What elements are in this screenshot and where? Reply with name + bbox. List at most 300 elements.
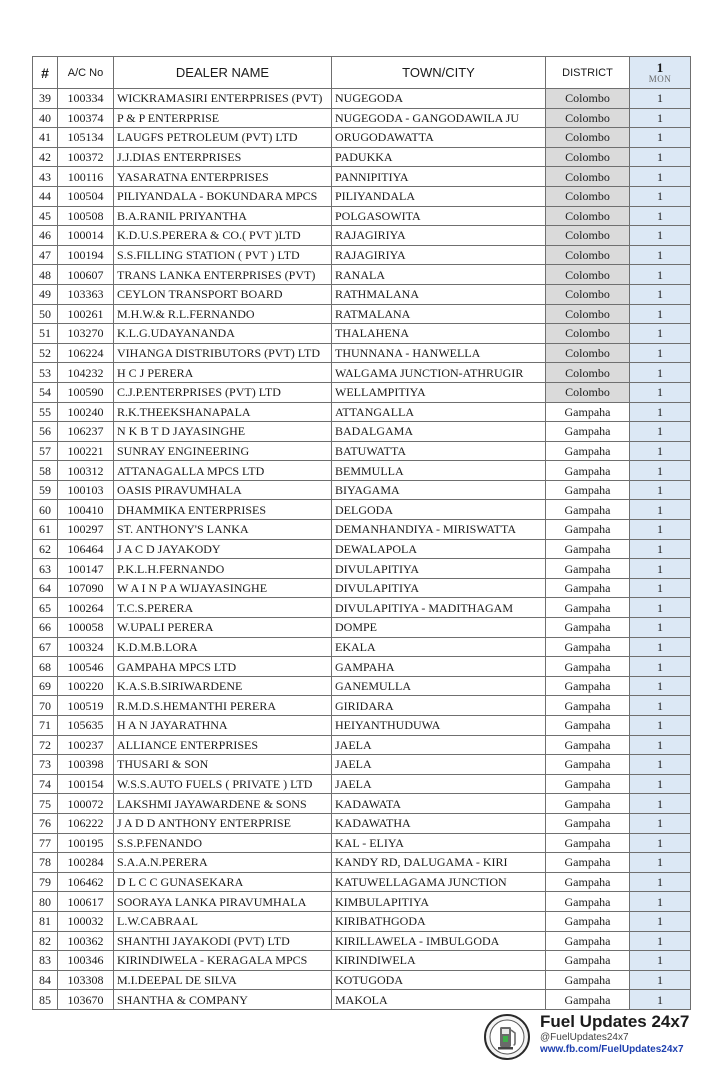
row-number: 71 (33, 716, 58, 736)
header-number: # (33, 57, 58, 89)
day-value: 1 (630, 598, 691, 618)
account-number: 100398 (58, 755, 114, 775)
district: Colombo (546, 128, 630, 148)
table-row (33, 676, 691, 696)
account-number: 100221 (58, 441, 114, 461)
table-row (33, 578, 691, 598)
row-number: 66 (33, 618, 58, 638)
town-city: KOTUGODA (332, 970, 546, 990)
district: Colombo (546, 206, 630, 226)
row-number: 74 (33, 774, 58, 794)
row-number: 47 (33, 245, 58, 265)
day-value: 1 (630, 226, 691, 246)
row-number: 65 (33, 598, 58, 618)
district: Colombo (546, 304, 630, 324)
district: Gampaha (546, 794, 630, 814)
row-number: 69 (33, 676, 58, 696)
day-value: 1 (630, 618, 691, 638)
dealer-name: K.L.G.UDAYANANDA (114, 324, 332, 344)
district: Colombo (546, 245, 630, 265)
dealer-name: THUSARI & SON (114, 755, 332, 775)
table-row (33, 108, 691, 128)
table-row (33, 402, 691, 422)
brand-title: Fuel Updates 24x7 (540, 1012, 690, 1031)
account-number: 104232 (58, 363, 114, 383)
table-row (33, 441, 691, 461)
town-city: HEIYANTHUDUWA (332, 716, 546, 736)
dealer-name: W.S.S.AUTO FUELS ( PRIVATE ) LTD (114, 774, 332, 794)
day-value: 1 (630, 990, 691, 1010)
table-row (33, 520, 691, 540)
row-number: 73 (33, 755, 58, 775)
day-value: 1 (630, 89, 691, 109)
day-value: 1 (630, 265, 691, 285)
row-number: 55 (33, 402, 58, 422)
table-row (33, 265, 691, 285)
day-value: 1 (630, 735, 691, 755)
account-number: 100195 (58, 833, 114, 853)
row-number: 46 (33, 226, 58, 246)
town-city: JAELA (332, 755, 546, 775)
district: Gampaha (546, 990, 630, 1010)
table-row (33, 539, 691, 559)
header-town-city: TOWN/CITY (332, 57, 546, 89)
district: Colombo (546, 226, 630, 246)
account-number: 103363 (58, 284, 114, 304)
row-number: 79 (33, 872, 58, 892)
dealer-name: S.S.P.FENANDO (114, 833, 332, 853)
row-number: 42 (33, 147, 58, 167)
district: Colombo (546, 186, 630, 206)
district: Colombo (546, 324, 630, 344)
town-city: DIVULAPITIYA - MADITHAGAM (332, 598, 546, 618)
dealer-name: H C J PERERA (114, 363, 332, 383)
table-row (33, 931, 691, 951)
town-city: BEMMULLA (332, 461, 546, 481)
town-city: ORUGODAWATTA (332, 128, 546, 148)
table-row (33, 951, 691, 971)
header-account-number: A/C No (58, 57, 114, 89)
row-number: 44 (33, 186, 58, 206)
account-number: 106237 (58, 422, 114, 442)
table-row (33, 324, 691, 344)
account-number: 100220 (58, 676, 114, 696)
district: Colombo (546, 167, 630, 187)
district: Gampaha (546, 402, 630, 422)
table-row (33, 813, 691, 833)
account-number: 100504 (58, 186, 114, 206)
dealer-name: P & P ENTERPRISE (114, 108, 332, 128)
row-number: 56 (33, 422, 58, 442)
account-number: 100194 (58, 245, 114, 265)
row-number: 84 (33, 970, 58, 990)
dealer-name: W.UPALI PERERA (114, 618, 332, 638)
town-city: WELLAMPITIYA (332, 382, 546, 402)
day-value: 1 (630, 755, 691, 775)
town-city: MAKOLA (332, 990, 546, 1010)
district: Colombo (546, 382, 630, 402)
district: Gampaha (546, 774, 630, 794)
day-value: 1 (630, 500, 691, 520)
day-value: 1 (630, 343, 691, 363)
town-city: RATMALANA (332, 304, 546, 324)
town-city: RATHMALANA (332, 284, 546, 304)
town-city: JAELA (332, 774, 546, 794)
table-row (33, 657, 691, 677)
table-header (33, 57, 691, 89)
account-number: 100240 (58, 402, 114, 422)
account-number: 106224 (58, 343, 114, 363)
day-value: 1 (630, 167, 691, 187)
dealer-name: GAMPAHA MPCS LTD (114, 657, 332, 677)
table-row (33, 167, 691, 187)
district: Gampaha (546, 598, 630, 618)
day-value: 1 (630, 637, 691, 657)
account-number: 100264 (58, 598, 114, 618)
day-value: 1 (630, 363, 691, 383)
dealer-name: YASARATNA ENTERPRISES (114, 167, 332, 187)
table-row (33, 363, 691, 383)
dealer-name: CEYLON TRANSPORT BOARD (114, 284, 332, 304)
row-number: 77 (33, 833, 58, 853)
district: Gampaha (546, 716, 630, 736)
district: Gampaha (546, 696, 630, 716)
town-city: PANNIPITIYA (332, 167, 546, 187)
day-value: 1 (630, 520, 691, 540)
table-row (33, 696, 691, 716)
dealer-name: ST. ANTHONY'S LANKA (114, 520, 332, 540)
account-number: 106222 (58, 813, 114, 833)
brand-facebook-link[interactable]: www.fb.com/FuelUpdates24x7 (540, 1044, 684, 1055)
brand-handle: @FuelUpdates24x7 (540, 1032, 629, 1043)
dealer-name: ALLIANCE ENTERPRISES (114, 735, 332, 755)
district: Gampaha (546, 539, 630, 559)
town-city: KIMBULAPITIYA (332, 892, 546, 912)
day-value: 1 (630, 833, 691, 853)
account-number: 100546 (58, 657, 114, 677)
account-number: 103270 (58, 324, 114, 344)
dealer-name: ATTANAGALLA MPCS LTD (114, 461, 332, 481)
table-body (33, 89, 691, 1010)
dealer-name: P.K.L.H.FERNANDO (114, 559, 332, 579)
dealer-name: M.H.W.& R.L.FERNANDO (114, 304, 332, 324)
district: Gampaha (546, 480, 630, 500)
row-number: 60 (33, 500, 58, 520)
row-number: 58 (33, 461, 58, 481)
dealer-name: TRANS LANKA ENTERPRISES (PVT) (114, 265, 332, 285)
district: Gampaha (546, 931, 630, 951)
day-value: 1 (630, 813, 691, 833)
row-number: 48 (33, 265, 58, 285)
day-value: 1 (630, 382, 691, 402)
table-row (33, 186, 691, 206)
district: Gampaha (546, 735, 630, 755)
dealer-name: D L C C GUNASEKARA (114, 872, 332, 892)
district: Gampaha (546, 951, 630, 971)
table-row (33, 382, 691, 402)
day-value: 1 (630, 911, 691, 931)
header-day-number: 1 (656, 59, 664, 75)
district: Gampaha (546, 578, 630, 598)
day-value: 1 (630, 402, 691, 422)
account-number: 107090 (58, 578, 114, 598)
table-row (33, 480, 691, 500)
dealer-name: LAKSHMI JAYAWARDENE & SONS (114, 794, 332, 814)
town-city: BIYAGAMA (332, 480, 546, 500)
day-value: 1 (630, 853, 691, 873)
account-number: 100508 (58, 206, 114, 226)
row-number: 45 (33, 206, 58, 226)
day-value: 1 (630, 657, 691, 677)
table-row (33, 794, 691, 814)
table-row (33, 598, 691, 618)
town-city: DEWALAPOLA (332, 539, 546, 559)
dealer-name: N K B T D JAYASINGHE (114, 422, 332, 442)
row-number: 82 (33, 931, 58, 951)
district: Gampaha (546, 813, 630, 833)
row-number: 78 (33, 853, 58, 873)
district: Colombo (546, 108, 630, 128)
row-number: 85 (33, 990, 58, 1010)
day-value: 1 (630, 304, 691, 324)
account-number: 100362 (58, 931, 114, 951)
table-row (33, 892, 691, 912)
town-city: DOMPE (332, 618, 546, 638)
dealer-name: K.D.M.B.LORA (114, 637, 332, 657)
district: Gampaha (546, 637, 630, 657)
account-number: 100058 (58, 618, 114, 638)
district: Colombo (546, 284, 630, 304)
town-city: POLGASOWITA (332, 206, 546, 226)
day-value: 1 (630, 539, 691, 559)
account-number: 100154 (58, 774, 114, 794)
day-value: 1 (630, 970, 691, 990)
town-city: RAJAGIRIYA (332, 226, 546, 246)
town-city: JAELA (332, 735, 546, 755)
table-row (33, 774, 691, 794)
town-city: GIRIDARA (332, 696, 546, 716)
account-number: 100410 (58, 500, 114, 520)
row-number: 75 (33, 794, 58, 814)
row-number: 72 (33, 735, 58, 755)
district: Colombo (546, 343, 630, 363)
account-number: 100032 (58, 911, 114, 931)
day-value: 1 (630, 794, 691, 814)
table-row (33, 755, 691, 775)
table-row (33, 422, 691, 442)
account-number: 100519 (58, 696, 114, 716)
dealer-name: SUNRAY ENGINEERING (114, 441, 332, 461)
day-value: 1 (630, 422, 691, 442)
table-row (33, 89, 691, 109)
town-city: PADUKKA (332, 147, 546, 167)
table-row (33, 500, 691, 520)
table-row (33, 284, 691, 304)
row-number: 52 (33, 343, 58, 363)
town-city: NUGEGODA - GANGODAWILA JU (332, 108, 546, 128)
district: Gampaha (546, 853, 630, 873)
account-number: 100374 (58, 108, 114, 128)
dealer-name: R.M.D.S.HEMANTHI PERERA (114, 696, 332, 716)
district: Gampaha (546, 970, 630, 990)
day-value: 1 (630, 147, 691, 167)
town-city: THALAHENA (332, 324, 546, 344)
account-number: 100284 (58, 853, 114, 873)
town-city: GANEMULLA (332, 676, 546, 696)
table-row (33, 304, 691, 324)
account-number: 103670 (58, 990, 114, 1010)
account-number: 105635 (58, 716, 114, 736)
row-number: 76 (33, 813, 58, 833)
town-city: DEMANHANDIYA - MIRISWATTA (332, 520, 546, 540)
dealer-name: LAUGFS PETROLEUM (PVT) LTD (114, 128, 332, 148)
dealer-name: KIRINDIWELA - KERAGALA MPCS (114, 951, 332, 971)
account-number: 100607 (58, 265, 114, 285)
table-row (33, 128, 691, 148)
table-row (33, 147, 691, 167)
account-number: 105134 (58, 128, 114, 148)
day-value: 1 (630, 696, 691, 716)
dealer-name: L.W.CABRAAL (114, 911, 332, 931)
district: Gampaha (546, 441, 630, 461)
account-number: 100617 (58, 892, 114, 912)
town-city: KIRIBATHGODA (332, 911, 546, 931)
dealer-name: SOORAYA LANKA PIRAVUMHALA (114, 892, 332, 912)
account-number: 100237 (58, 735, 114, 755)
table-row (33, 206, 691, 226)
town-city: ATTANGALLA (332, 402, 546, 422)
day-value: 1 (630, 559, 691, 579)
day-value: 1 (630, 774, 691, 794)
dealer-name: DHAMMIKA ENTERPRISES (114, 500, 332, 520)
day-value: 1 (630, 128, 691, 148)
table-row (33, 245, 691, 265)
table-row (33, 970, 691, 990)
day-value: 1 (630, 441, 691, 461)
account-number: 100372 (58, 147, 114, 167)
row-number: 41 (33, 128, 58, 148)
town-city: KIRINDIWELA (332, 951, 546, 971)
town-city: DIVULAPITIYA (332, 559, 546, 579)
district: Gampaha (546, 461, 630, 481)
day-value: 1 (630, 951, 691, 971)
account-number: 100590 (58, 382, 114, 402)
day-value: 1 (630, 186, 691, 206)
town-city: WALGAMA JUNCTION-ATHRUGIR (332, 363, 546, 383)
fuel-pump-icon (484, 1014, 530, 1060)
day-value: 1 (630, 578, 691, 598)
row-number: 70 (33, 696, 58, 716)
town-city: KIRILLAWELA - IMBULGODA (332, 931, 546, 951)
dealer-table (32, 56, 691, 1010)
dealer-name: SHANTHI JAYAKODI (PVT) LTD (114, 931, 332, 951)
town-city: KADAWATA (332, 794, 546, 814)
town-city: PILIYANDALA (332, 186, 546, 206)
row-number: 43 (33, 167, 58, 187)
dealer-name: B.A.RANIL PRIYANTHA (114, 206, 332, 226)
table-row (33, 735, 691, 755)
account-number: 100297 (58, 520, 114, 540)
row-number: 80 (33, 892, 58, 912)
row-number: 64 (33, 578, 58, 598)
dealer-name: OASIS PIRAVUMHALA (114, 480, 332, 500)
table-row (33, 637, 691, 657)
town-city: KATUWELLAGAMA JUNCTION (332, 872, 546, 892)
dealer-name: K.D.U.S.PERERA & CO.( PVT )LTD (114, 226, 332, 246)
row-number: 39 (33, 89, 58, 109)
table-row (33, 853, 691, 873)
row-number: 63 (33, 559, 58, 579)
header-district: DISTRICT (546, 57, 630, 89)
dealer-name: M.I.DEEPAL DE SILVA (114, 970, 332, 990)
row-number: 40 (33, 108, 58, 128)
account-number: 100312 (58, 461, 114, 481)
town-city: EKALA (332, 637, 546, 657)
day-value: 1 (630, 892, 691, 912)
dealer-name: WICKRAMASIRI ENTERPRISES (PVT) (114, 89, 332, 109)
town-city: GAMPAHA (332, 657, 546, 677)
dealer-name: S.S.FILLING STATION ( PVT ) LTD (114, 245, 332, 265)
dealer-name: S.A.A.N.PERERA (114, 853, 332, 873)
day-value: 1 (630, 108, 691, 128)
town-city: DELGODA (332, 500, 546, 520)
town-city: BADALGAMA (332, 422, 546, 442)
district: Gampaha (546, 618, 630, 638)
table-row (33, 559, 691, 579)
row-number: 67 (33, 637, 58, 657)
district: Colombo (546, 363, 630, 383)
town-city: RANALA (332, 265, 546, 285)
town-city: KANDY RD, DALUGAMA - KIRI (332, 853, 546, 873)
watermark-footer (484, 1012, 714, 1070)
header-dealer-name: DEALER NAME (114, 57, 332, 89)
dealer-name: K.A.S.B.SIRIWARDENE (114, 676, 332, 696)
dealer-name: T.C.S.PERERA (114, 598, 332, 618)
row-number: 59 (33, 480, 58, 500)
row-number: 51 (33, 324, 58, 344)
account-number: 100147 (58, 559, 114, 579)
dealer-name: VIHANGA DISTRIBUTORS (PVT) LTD (114, 343, 332, 363)
table-row (33, 618, 691, 638)
town-city: DIVULAPITIYA (332, 578, 546, 598)
day-value: 1 (630, 676, 691, 696)
account-number: 100116 (58, 167, 114, 187)
day-value: 1 (630, 324, 691, 344)
table-row (33, 872, 691, 892)
row-number: 54 (33, 382, 58, 402)
table-row (33, 990, 691, 1010)
header-weekday: MON (648, 73, 672, 84)
dealer-name: C.J.P.ENTERPRISES (PVT) LTD (114, 382, 332, 402)
row-number: 49 (33, 284, 58, 304)
table-row (33, 343, 691, 363)
district: Gampaha (546, 422, 630, 442)
town-city: RAJAGIRIYA (332, 245, 546, 265)
account-number: 103308 (58, 970, 114, 990)
district: Gampaha (546, 911, 630, 931)
district: Gampaha (546, 657, 630, 677)
day-value: 1 (630, 284, 691, 304)
town-city: BATUWATTA (332, 441, 546, 461)
account-number: 100346 (58, 951, 114, 971)
town-city: THUNNANA - HANWELLA (332, 343, 546, 363)
town-city: NUGEGODA (332, 89, 546, 109)
district: Gampaha (546, 892, 630, 912)
dealer-name: J.J.DIAS ENTERPRISES (114, 147, 332, 167)
dealer-name: SHANTHA & COMPANY (114, 990, 332, 1010)
district: Gampaha (546, 500, 630, 520)
row-number: 61 (33, 520, 58, 540)
